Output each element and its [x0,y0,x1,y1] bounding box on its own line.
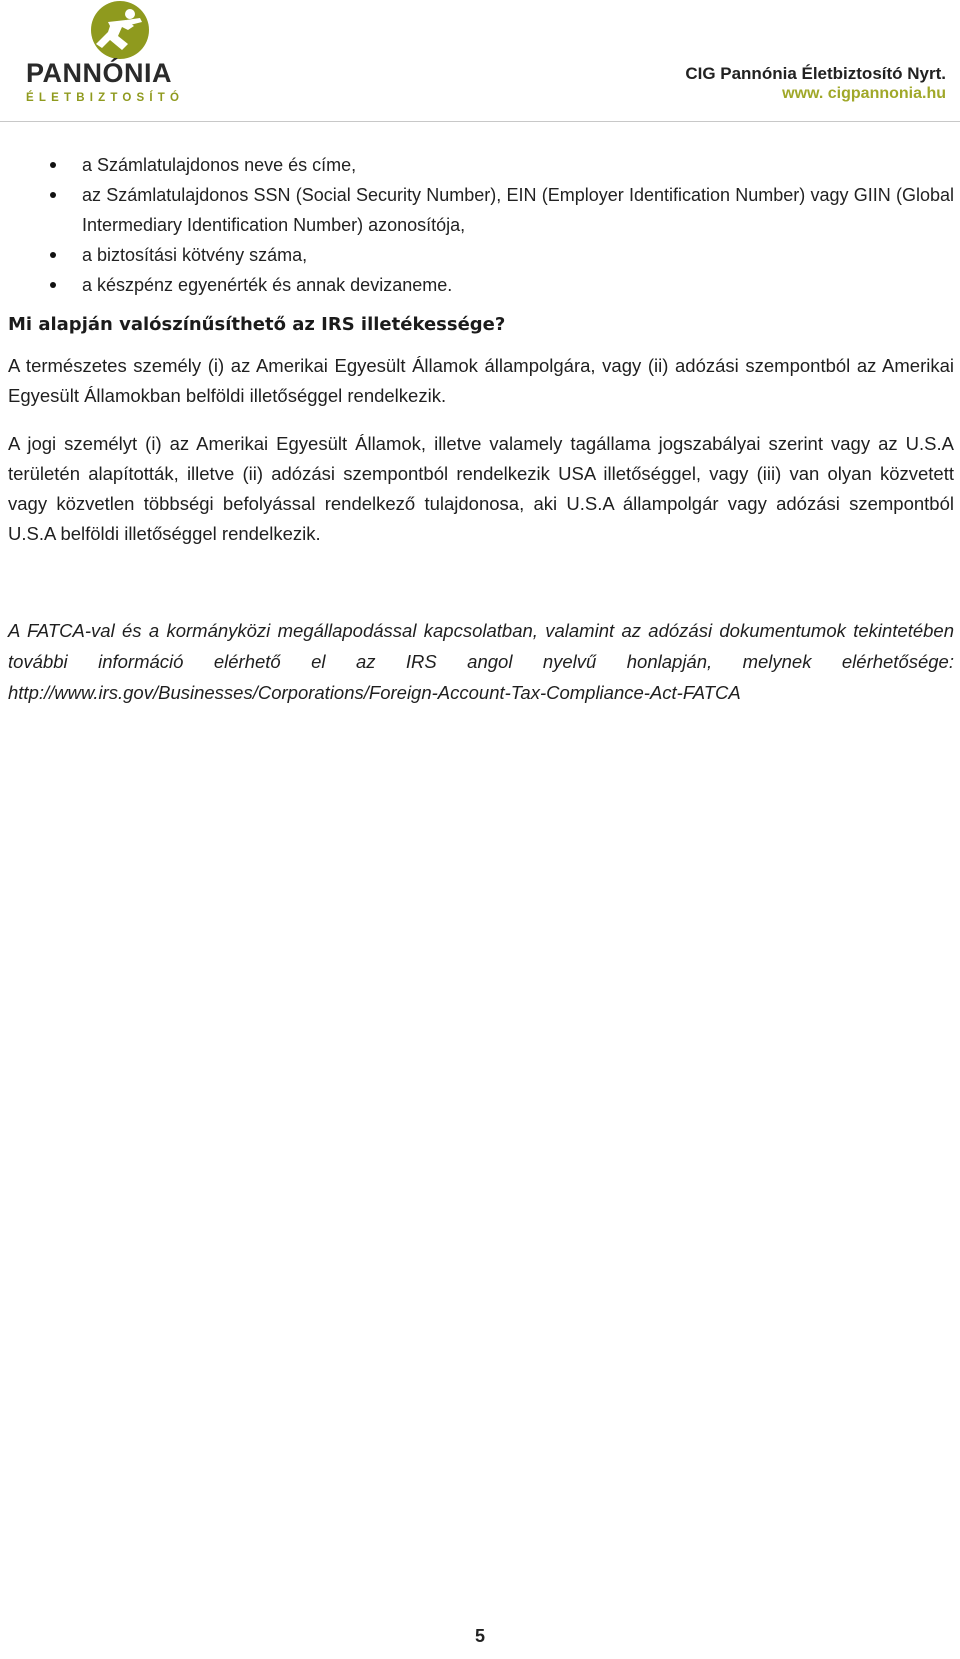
list-item-text: a biztosítási kötvény száma, [82,245,308,265]
page-content [8,150,954,708]
list-item [8,240,954,270]
pannonia-logo [22,0,202,110]
bullet-icon [50,192,56,198]
list-item-text: a Számlatulajdonos neve és címe, [82,155,357,175]
section-heading: Mi alapján valószínűsíthető az IRS illetékessége? [8,314,506,335]
company-name: CIG Pannónia Életbiztosító Nyrt. [685,64,946,83]
data-fields-list [8,150,954,300]
pannonia-logo-graphic [22,0,202,110]
list-item [8,180,954,240]
page-number: 5 [474,1626,485,1646]
company-info [685,64,946,104]
list-item-text: a készpénz egyenérték és annak devizaneme. [82,275,453,295]
fatca-info-note: A FATCA-val és a kormányközi megállapodással kapcsolatban, valamint az adózási dokumentumok tekintetében további információ elérhető el az IRS angol nyelvű honlapján, melynek elérhetősége: http://www.irs.gov/Businesses/Corporations/Foreign-Account-Tax-Compliance-Act-FATCA [8,620,954,703]
logo-wordmark: PANNÓNIA [26,58,173,88]
logo-subtitle: ÉLETBIZTOSÍTÓ [26,92,185,104]
list-item [8,150,954,180]
bullet-icon [50,282,56,288]
company-url[interactable]: www. cigpannonia.hu [782,85,946,102]
paragraph-legal-entity: A jogi személyt (i) az Amerikai Egyesült Államok, illetve valamely tagállama jogszabályai szerint vagy az U.S.A területén alapították, illetve (ii) adózási szempontból rendelkezik USA illetőséggel, vagy (iii) van olyan közvetett vagy közvetlen többségi befolyással rendelkező tulajdonosa, aki U.S.A állampolgár vagy adózási szempontból U.S.A belföldi illetőséggel rendelkezik. [8,433,954,544]
list-item-text: az Számlatulajdonos SSN (Social Security Number), EIN (Employer Identification Number) vagy GIIN (Global Intermediary Identification Number) azonosítója, [82,185,954,235]
page-header [0,0,960,122]
header-divider [0,121,960,122]
bullet-icon [50,252,56,258]
paragraph-natural-person: A természetes személy (i) az Amerikai Egyesült Államok állampolgára, vagy (ii) adózási szempontból az Amerikai Egyesült Államokban belföldi illetőséggel rendelkezik. [8,355,954,406]
bullet-icon [50,162,56,168]
list-item [8,270,954,300]
